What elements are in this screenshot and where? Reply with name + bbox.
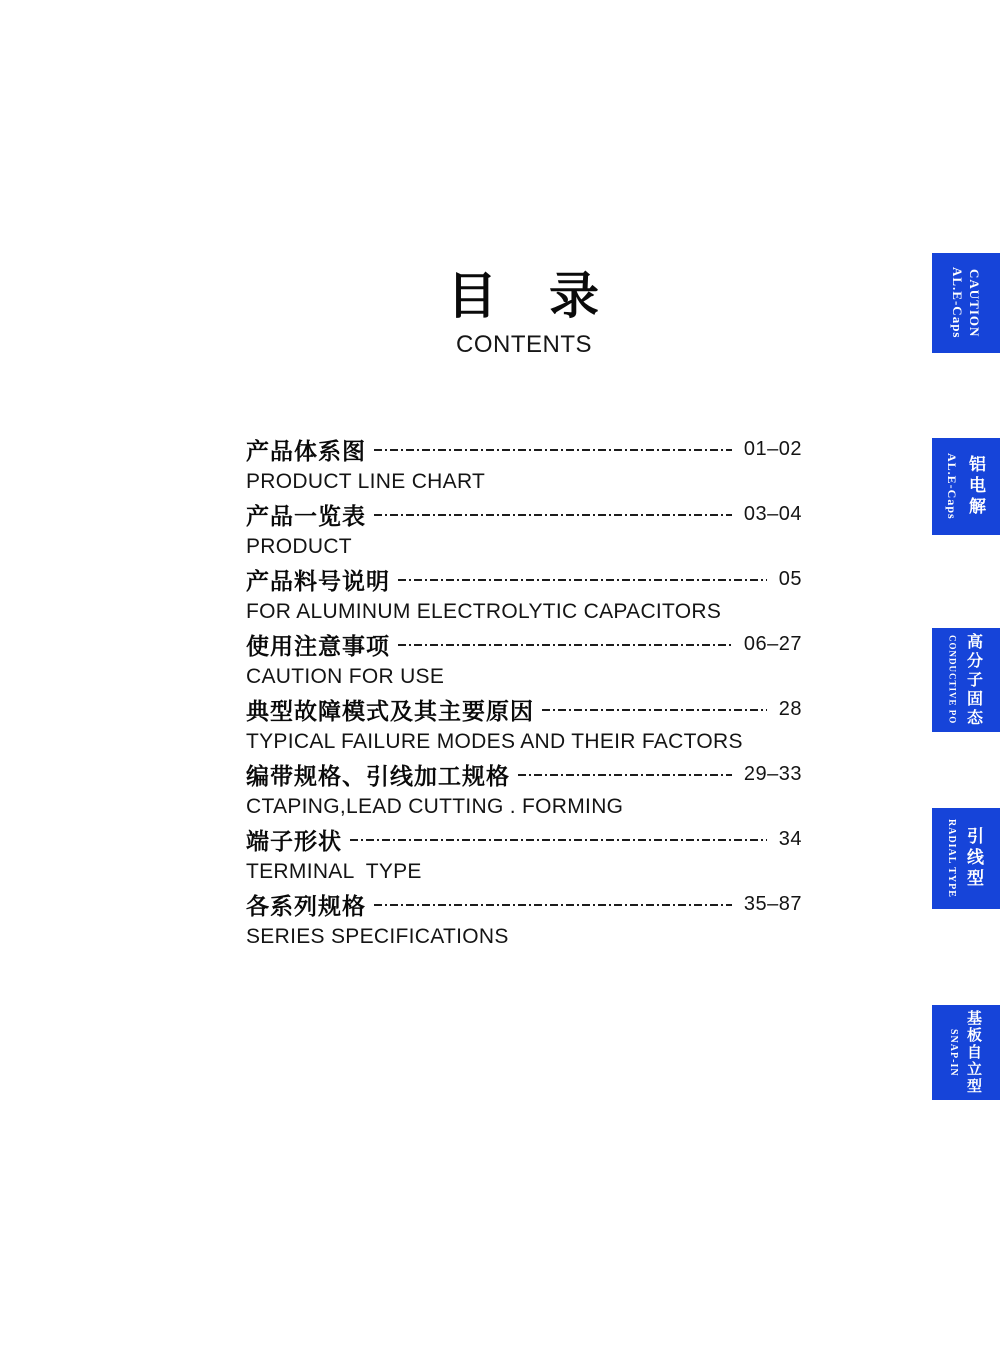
toc-entry-page-number: 03–04 — [743, 502, 802, 525]
toc-entry-title-cn: 产品体系图 — [246, 437, 366, 464]
side-tab-label-en: SNAP-IN — [948, 1028, 959, 1077]
side-tab-label-en: CONDUCTIVE PO — [947, 635, 958, 725]
side-tab-label-en: AL.E-Caps — [945, 453, 959, 520]
dotted-leader — [542, 709, 767, 711]
toc-entry-title-cn: 产品一览表 — [246, 502, 366, 529]
toc-entry-row-en — [246, 856, 802, 887]
toc-entry-title-en: CAUTION FOR USE — [246, 664, 445, 688]
toc-entry-row-en — [246, 726, 802, 757]
toc-entry — [246, 627, 802, 692]
dotted-leader — [374, 904, 732, 906]
toc-entry-row-en — [246, 466, 802, 497]
toc-entry-row-cn — [246, 627, 802, 661]
toc-entry-title-en: TERMINAL TYPE — [246, 859, 422, 883]
toc-entry-row-cn — [246, 822, 802, 856]
side-tab-label-cn: 铝电解 — [966, 455, 985, 518]
toc-entry — [246, 432, 802, 497]
contents-header — [246, 268, 802, 358]
toc-entry — [246, 887, 802, 952]
toc-entry-page-number: 05 — [778, 567, 802, 590]
side-tab-al-e-caps — [932, 438, 1000, 535]
side-tab-label-en: RADIAL TYPE — [946, 819, 957, 898]
dotted-leader — [350, 839, 767, 841]
side-tab-label-cn: 引线型 — [964, 827, 983, 890]
toc-entry-row-en — [246, 531, 802, 562]
toc-entry-row-cn — [246, 887, 802, 921]
toc-entry-row-cn — [246, 432, 802, 466]
toc-entry — [246, 562, 802, 627]
toc-entry — [246, 692, 802, 757]
toc-entry-row-cn — [246, 692, 802, 726]
toc-entry-page-number: 34 — [778, 827, 802, 850]
toc-entry-row-cn — [246, 757, 802, 791]
side-tab-radial-type — [932, 808, 1000, 909]
toc-entry-row-en — [246, 596, 802, 627]
toc-entry-row-cn — [246, 497, 802, 531]
toc-entry-title-cn: 编带规格、引线加工规格 — [246, 762, 510, 789]
dotted-leader — [374, 514, 732, 516]
toc-entry-title-en: TYPICAL FAILURE MODES AND THEIR FACTORS — [246, 729, 743, 753]
toc-entry-title-en: SERIES SPECIFICATIONS — [246, 924, 509, 948]
toc-entry-page-number: 29–33 — [743, 762, 802, 785]
side-tab-conductive-polymer — [932, 628, 1000, 732]
dotted-leader — [518, 774, 732, 776]
toc-entry-page-number: 35–87 — [743, 892, 802, 915]
page-title: 目 录 — [447, 268, 601, 324]
dotted-leader — [398, 644, 732, 646]
side-tab-label-en-line2: AL.E-Caps — [950, 267, 965, 339]
toc-entry-title-en: PRODUCT — [246, 534, 352, 558]
dotted-leader — [398, 579, 767, 581]
toc-entry-page-number: 28 — [778, 697, 802, 720]
toc-entry-title-cn: 各系列规格 — [246, 892, 366, 919]
toc-entry-row-en — [246, 791, 802, 822]
toc-entry-page-number: 06–27 — [743, 632, 802, 655]
side-tab-caution — [932, 253, 1000, 353]
side-tab-label-cn: 高分子固态 — [964, 632, 982, 728]
toc-entry-title-cn: 典型故障模式及其主要原因 — [246, 697, 534, 724]
toc-entry-title-cn: 使用注意事项 — [246, 632, 390, 659]
toc-entry-row-cn — [246, 562, 802, 596]
side-tab-label-en — [949, 267, 983, 339]
dotted-leader — [374, 449, 732, 451]
page-subtitle: CONTENTS — [456, 331, 592, 358]
toc-entry — [246, 822, 802, 887]
toc-entry-row-en — [246, 921, 802, 952]
toc-list — [246, 432, 802, 952]
side-tab-label-en-line1: CAUTION — [967, 268, 982, 338]
toc-entry-title-en: PRODUCT LINE CHART — [246, 469, 486, 493]
side-tab-snap-in — [932, 1005, 1000, 1100]
toc-entry-page-number: 01–02 — [743, 437, 802, 460]
toc-entry-title-en: CTAPING,LEAD CUTTING . FORMING — [246, 794, 624, 818]
toc-entry-title-cn: 产品料号说明 — [246, 567, 390, 594]
side-tab-label-cn: 基板自立型 — [965, 1010, 982, 1095]
toc-entry-title-en: FOR ALUMINUM ELECTROLYTIC CAPACITORS — [246, 599, 722, 623]
toc-entry — [246, 497, 802, 562]
toc-entry — [246, 757, 802, 822]
toc-entry-title-cn: 端子形状 — [246, 827, 342, 854]
toc-entry-row-en — [246, 661, 802, 692]
